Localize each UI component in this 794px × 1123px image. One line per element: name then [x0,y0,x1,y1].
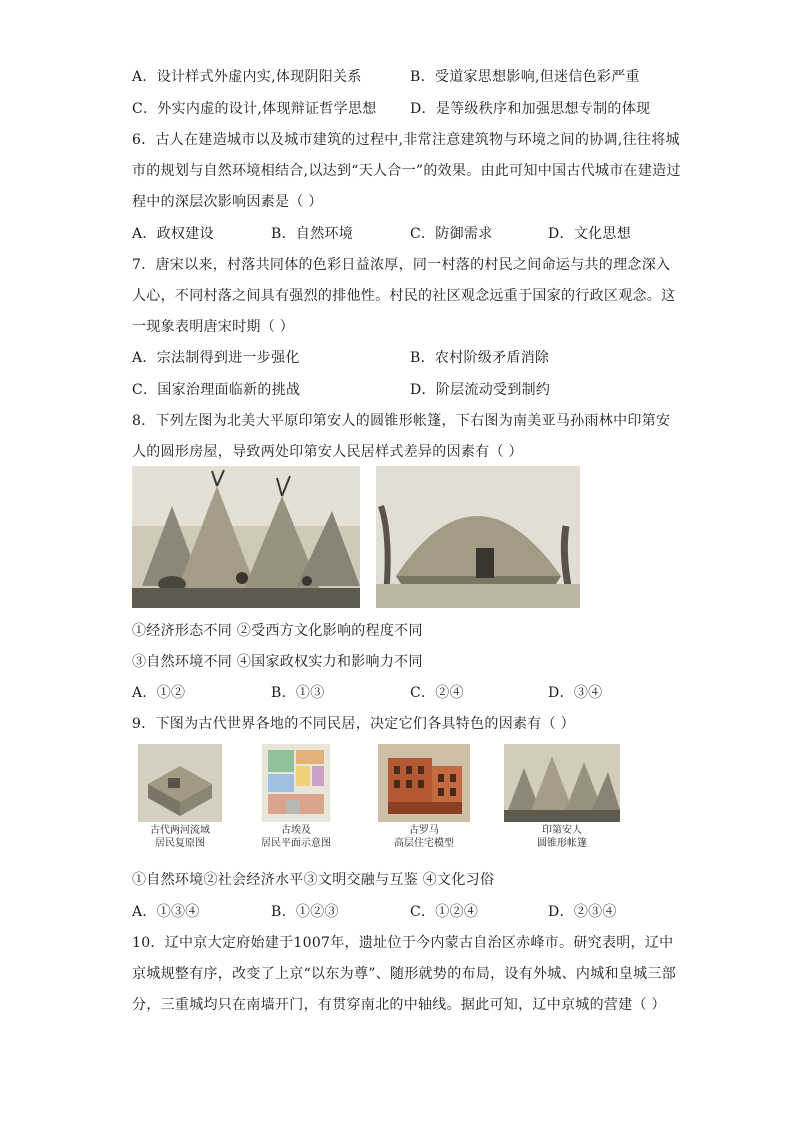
q9-option-b: B．①②③ [271,904,339,920]
q8-statements-line: ①经济形态不同 ②受西方文化影响的程度不同 [132,623,423,639]
q10-stem-line: 10．辽中京大定府始建于1007年，遗址位于今内蒙古自治区赤峰市。研究表明，辽中 [132,935,674,951]
tipi-engraving-image [132,466,360,608]
caption-mesopotamia [130,824,230,850]
q7-option-a: A．宗法制得到进一步强化 [132,350,300,366]
caption-line: 圆锥形帐篷 [537,838,587,849]
q8-option-b: B．①③ [271,685,325,701]
q9-option-a: A．①③④ [132,904,200,920]
q8-option-a: A．①② [132,685,186,701]
q5-option-b: B．受道家思想影响,但迷信色彩严重 [410,69,640,85]
q9-option-d: D．②③④ [548,904,617,920]
q6-stem-line: 市的规划与自然环境相结合,以达到“天人合一”的效果。由此可知中国古代城市在建造过 [132,163,681,179]
q5-option-d: D．是等级秩序和加强思想专制的体现 [410,101,651,117]
caption-line: 高层住宅模型 [394,838,454,849]
q8-stem-line: 8．下列左图为北美大平原印第安人的圆锥形帐篷，下右图为南美亚马孙雨林中印第安 [132,413,671,429]
q9-statements-line: ①自然环境②社会经济水平③文明交融与互鉴 ④文化习俗 [132,872,495,888]
tipi-small-image [504,744,620,822]
rome-insula-model-image [378,744,470,822]
q7-option-c: C．国家治理面临新的挑战 [132,382,301,398]
q8-option-d: D．③④ [548,685,603,701]
q6-option-d: D．文化思想 [548,226,632,242]
q8-option-c: C．②④ [410,685,464,701]
egypt-floorplan-image [262,744,330,822]
round-hut-engraving-image [376,466,580,608]
q7-stem-line: 7．唐宋以来，村落共同体的色彩日益浓厚，同一村落的村民之间命运与共的理念深入 [132,257,671,273]
q6-option-a: A．政权建设 [132,226,214,242]
caption-line: 居民平面示意图 [261,838,331,849]
q9-option-c: C．①②④ [410,904,479,920]
caption-line: 古代两河流域 [150,825,210,836]
q7-stem-line: 人心，不同村落之间具有强烈的排他性。村民的社区观念远重于国家的行政区观念。这 [132,288,676,304]
caption-egypt [246,824,346,850]
q10-stem-line: 京城规整有序，改变了上京“以东为尊”、随形就势的布局，设有外城、内城和皇城三部 [132,966,677,982]
q8-stem-line: 人的圆形房屋，导致两处印第安人民居样式差异的因素有（ ） [132,444,523,460]
caption-rome [374,824,474,850]
q7-option-d: D．阶层流动受到制约 [410,382,551,398]
q5-option-c: C．外实内虚的设计,体现辩证哲学思想 [132,101,377,117]
q6-stem-line: 6．古人在建造城市以及城市建筑的过程中,非常注意建筑物与环境之间的协调,往往将城 [132,132,680,148]
caption-tipi [512,824,612,850]
q7-stem-line: 一现象表明唐宋时期（ ） [132,319,295,335]
mesopotamia-house-image [138,744,222,822]
q8-statements-line: ③自然环境不同 ④国家政权实力和影响力不同 [132,654,423,670]
q5-option-a: A．设计样式外虚内实,体现阴阳关系 [132,69,362,85]
caption-line: 居民复原图 [155,838,205,849]
q9-stem-line: 9．下图为古代世界各地的不同民居，决定它们各具特色的因素有（ ） [132,716,575,732]
q10-stem-line: 分，三重城均只在南墙开门，有贯穿南北的中轴线。据此可知，辽中京城的营建（ ） [132,997,666,1013]
caption-line: 印第安人 [542,825,582,836]
q6-stem-line: 程中的深层次影响因素是（ ） [132,194,323,210]
q7-option-b: B．农村阶级矛盾消除 [410,350,550,366]
q6-option-b: B．自然环境 [271,226,354,242]
q6-option-c: C．防御需求 [410,226,493,242]
caption-line: 古罗马 [409,825,439,836]
caption-line: 古埃及 [281,825,311,836]
